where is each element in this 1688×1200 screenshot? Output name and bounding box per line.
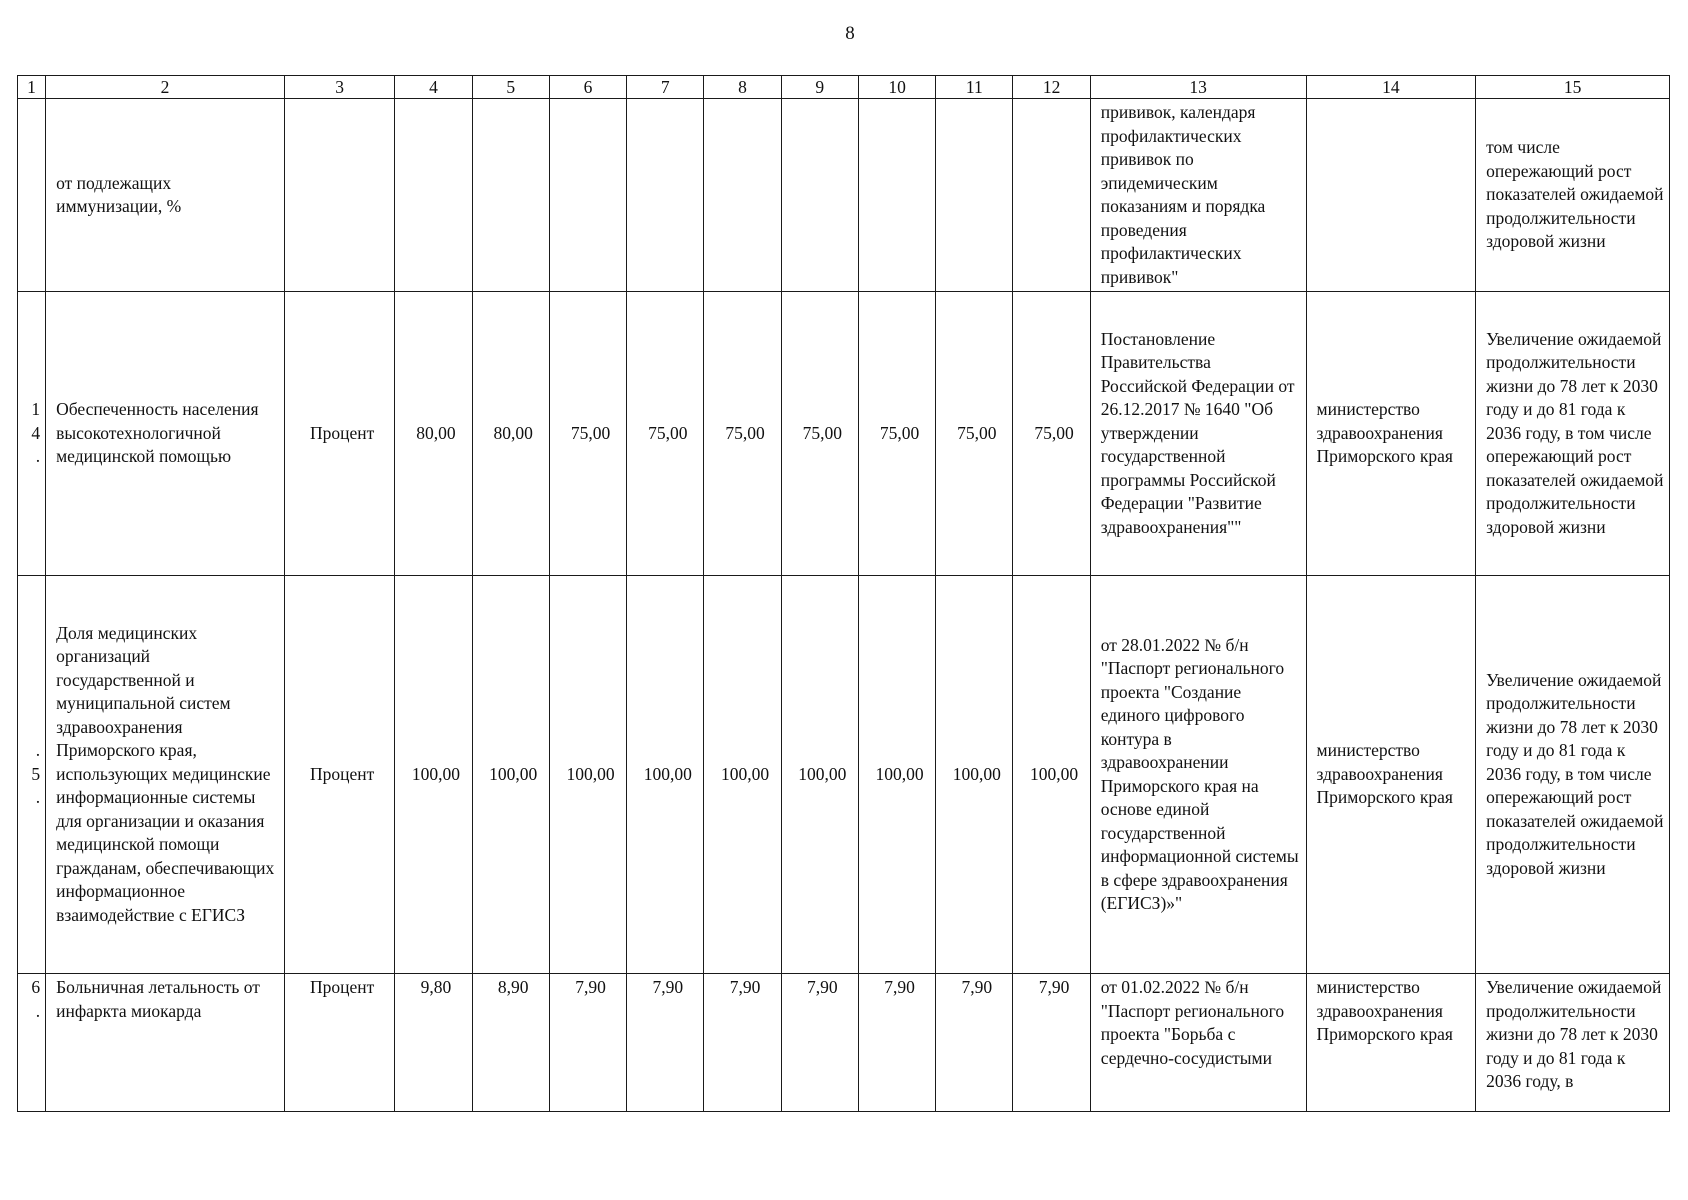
value-cell: 75,00: [627, 292, 704, 576]
value-cell: [627, 99, 704, 292]
value-cell: 100,00: [627, 576, 704, 974]
value-cell: 7,90: [549, 974, 626, 1112]
column-header: 6: [549, 76, 626, 99]
column-header: 4: [395, 76, 472, 99]
column-header: 1: [18, 76, 46, 99]
column-header: 5: [472, 76, 549, 99]
table-row: [18, 292, 1670, 576]
value-cell: 100,00: [472, 576, 549, 974]
goal-text: Увеличение ожидаемой продолжительности жизни до 78 лет к 2030 году и до 81 года к 2036 году, в: [1476, 974, 1670, 1112]
column-header: 10: [858, 76, 935, 99]
column-header: 15: [1476, 76, 1670, 99]
column-header: 8: [704, 76, 781, 99]
value-cell: 75,00: [704, 292, 781, 576]
value-cell: 7,90: [781, 974, 858, 1112]
table-row: [18, 974, 1670, 1112]
responsible-body: министерство здравоохранения Приморского края: [1306, 974, 1476, 1112]
column-header: 14: [1306, 76, 1476, 99]
indicator-name: Больничная летальность от инфаркта миокарда: [46, 974, 285, 1112]
row-number: [18, 99, 46, 292]
value-cell: 100,00: [936, 576, 1013, 974]
column-header: 2: [46, 76, 285, 99]
value-cell: 100,00: [1013, 576, 1090, 974]
value-cell: 100,00: [781, 576, 858, 974]
value-cell: 7,90: [627, 974, 704, 1112]
unit: Процент: [284, 576, 394, 974]
table-row: [18, 576, 1670, 974]
indicator-name: Доля медицинских организаций государственной и муниципальной систем здравоохранения Приморского края, использующих медицинские информационные системы для организации и оказания медицинской помощи гражданам, обеспечивающих информационное взаимодействие с ЕГИСЗ: [46, 576, 285, 974]
value-cell: [858, 99, 935, 292]
indicators-table: [17, 75, 1670, 1112]
responsible-body: министерство здравоохранения Приморского края: [1306, 576, 1476, 974]
value-cell: [936, 99, 1013, 292]
value-cell: 75,00: [936, 292, 1013, 576]
value-cell: 100,00: [549, 576, 626, 974]
value-cell: 75,00: [781, 292, 858, 576]
value-cell: 7,90: [704, 974, 781, 1112]
value-cell: 8,90: [472, 974, 549, 1112]
legal-basis: прививок, календаря профилактических прививок по эпидемическим показаниям и порядка проведения профилактических прививок": [1090, 99, 1306, 292]
indicator-name: от подлежащих иммунизации, %: [46, 99, 285, 292]
value-cell: [1013, 99, 1090, 292]
row-number: 14.: [18, 292, 46, 576]
unit: Процент: [284, 292, 394, 576]
legal-basis: от 01.02.2022 № б/н "Паспорт регионального проекта "Борьба с сердечно-сосудистыми: [1090, 974, 1306, 1112]
value-cell: [549, 99, 626, 292]
value-cell: [395, 99, 472, 292]
value-cell: 75,00: [858, 292, 935, 576]
value-cell: 100,00: [704, 576, 781, 974]
column-header: 3: [284, 76, 394, 99]
value-cell: [781, 99, 858, 292]
column-header: 12: [1013, 76, 1090, 99]
column-header: 11: [936, 76, 1013, 99]
table-row: [18, 99, 1670, 292]
value-cell: 7,90: [936, 974, 1013, 1112]
value-cell: 7,90: [858, 974, 935, 1112]
goal-text: Увеличение ожидаемой продолжительности жизни до 78 лет к 2030 году и до 81 года к 2036 году, в том числе опережающий рост показателей ожидаемой продолжительности здоровой жизни: [1476, 292, 1670, 576]
responsible-body: министерство здравоохранения Приморского края: [1306, 292, 1476, 576]
legal-basis: Постановление Правительства Российской Федерации от 26.12.2017 № 1640 "Об утверждении государственной программы Российской Федерации "Развитие здравоохранения"": [1090, 292, 1306, 576]
value-cell: 80,00: [395, 292, 472, 576]
column-header: 9: [781, 76, 858, 99]
column-header: 7: [627, 76, 704, 99]
column-number-header-row: [18, 76, 1670, 99]
value-cell: [704, 99, 781, 292]
value-cell: 75,00: [1013, 292, 1090, 576]
value-cell: [472, 99, 549, 292]
indicator-name: Обеспеченность населения высокотехнологичной медицинской помощью: [46, 292, 285, 576]
unit: [284, 99, 394, 292]
column-header: 13: [1090, 76, 1306, 99]
unit: Процент: [284, 974, 394, 1112]
value-cell: 80,00: [472, 292, 549, 576]
value-cell: 100,00: [858, 576, 935, 974]
page-number: 8: [845, 23, 855, 44]
legal-basis: от 28.01.2022 № б/н "Паспорт регионального проекта "Создание единого цифрового контура в здравоохранении Приморского края на основе единой государственной информационной системы в сфере здравоохранения (ЕГИСЗ)»": [1090, 576, 1306, 974]
goal-text: том числе опережающий рост показателей ожидаемой продолжительности здоровой жизни: [1476, 99, 1670, 292]
value-cell: 7,90: [1013, 974, 1090, 1112]
responsible-body: [1306, 99, 1476, 292]
value-cell: 75,00: [549, 292, 626, 576]
row-number: .5.: [18, 576, 46, 974]
goal-text: Увеличение ожидаемой продолжительности жизни до 78 лет к 2030 году и до 81 года к 2036 году, в том числе опережающий рост показателей ожидаемой продолжительности здоровой жизни: [1476, 576, 1670, 974]
value-cell: 9,80: [395, 974, 472, 1112]
value-cell: 100,00: [395, 576, 472, 974]
row-number: 6.: [18, 974, 46, 1112]
